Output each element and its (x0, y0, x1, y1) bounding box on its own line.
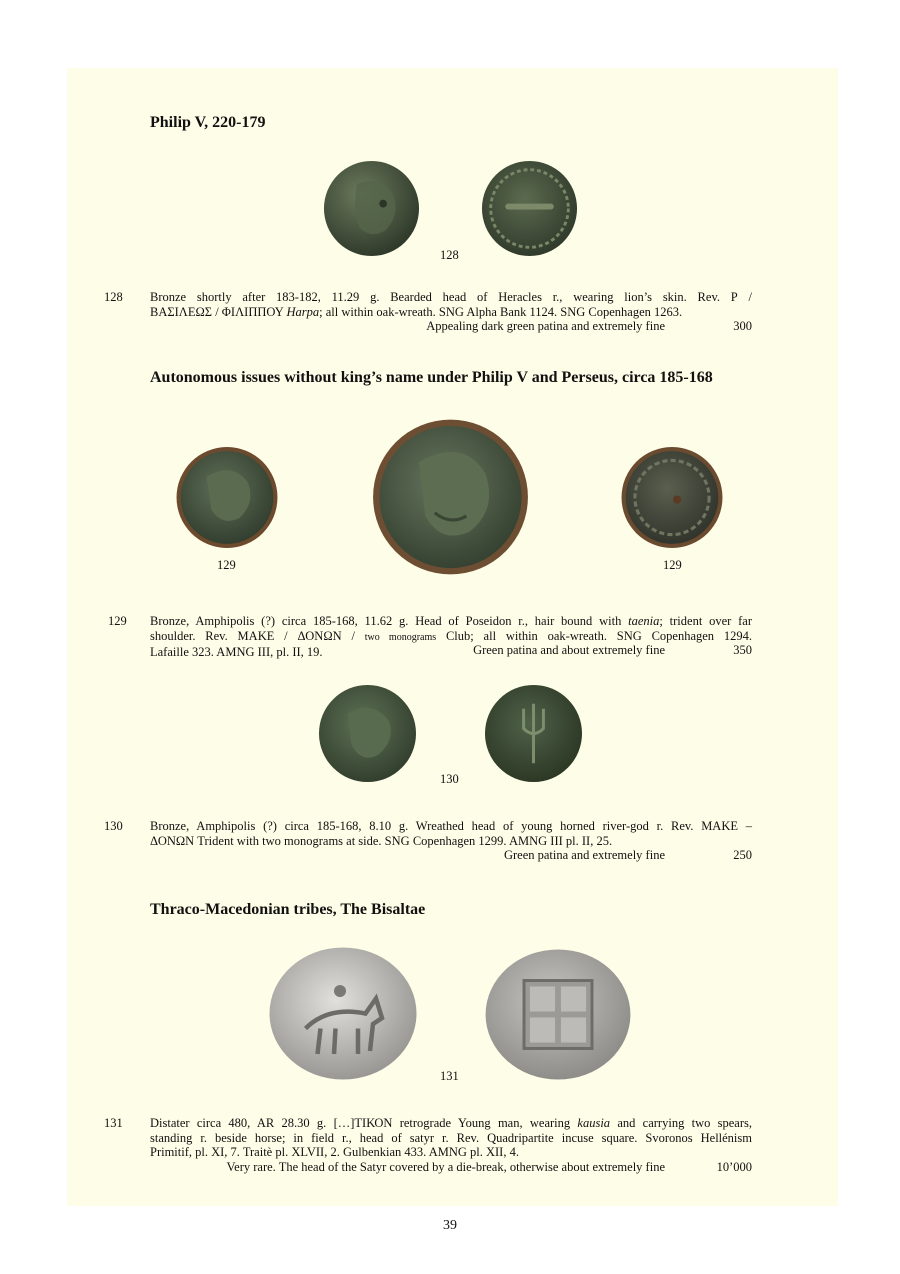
section-title-bisaltae: Thraco-Macedonian tribes, The Bisaltae (150, 901, 426, 918)
lot-131-line-3: Primitif, pl. XI, 7. Traitè pl. XLVII, 2. Gulbenkian 433. AMNG pl. XII, 4. (150, 1145, 519, 1159)
lot-128-description (150, 290, 752, 319)
lot-number-130: 130 (104, 819, 123, 833)
coin-128-reverse-image (481, 160, 578, 257)
lot-130-line-2: ΔΟΝΩΝ Trident with two monograms at side. SNG Copenhagen 1299. AMNG III pl. II, 25. (150, 833, 613, 848)
lot-number-131: 131 (104, 1116, 123, 1130)
lot-129-text: Bronze, Amphipolis (?) circa 185-168, 11.62 g. Head of Poseidon r., hair bound with (150, 614, 629, 628)
caption-129-right: 129 (663, 558, 682, 572)
lot-129-text: shoulder. Rev. MAKE / ΔΟΝΩΝ / (150, 628, 365, 643)
lot-130-description (150, 819, 752, 848)
lot-number-128: 128 (104, 290, 123, 304)
page-number: 39 (443, 1218, 457, 1233)
lot-129-text: ; trident over far (659, 614, 753, 628)
section-title-philip-v: Philip V, 220-179 (150, 114, 266, 131)
coin-131-reverse-image (484, 948, 632, 1081)
lot-131-description (150, 1116, 752, 1160)
coin-129-reverse-image (619, 446, 725, 549)
lot-128-text: ; all within oak-wreath. SNG Alpha Bank 1124. SNG Copenhagen 1263. (319, 304, 683, 319)
lot-130-condition: Green patina and extremely fine (503, 848, 665, 862)
caption-128: 128 (440, 248, 459, 262)
lot-129-small-note: two monograms (364, 631, 437, 643)
lot-131-text: and carrying two spears, (610, 1116, 752, 1130)
lot-129-text: Club; all within oak-wreath. SNG Copenhagen 1294. (436, 628, 752, 643)
lot-128-condition: Appealing dark green patina and extremely fine (426, 319, 665, 333)
lot-131-price: 10’000 (716, 1160, 752, 1174)
lot-131-line-2: standing r. beside horse; in field r., head of satyr r. Rev. Quadripartite incuse square. Svoronos Hellénism (150, 1130, 752, 1145)
coin-131-obverse-image (268, 946, 418, 1081)
lot-128-text: ΒΑΣΙΛΕΩΣ / ΦΙΛΙΠΠΟΥ (150, 304, 287, 319)
lot-131-line-1 (150, 1116, 752, 1131)
caption-130: 130 (440, 772, 459, 786)
lot-130-line-1: Bronze, Amphipolis (?) circa 185-168, 8.10 g. Wreathed head of young horned river-god r. Rev. MAKE – (150, 819, 752, 833)
lot-128-price: 300 (733, 319, 752, 333)
coin-129-obverse-large-image (370, 418, 531, 576)
lot-130-price: 250 (733, 848, 752, 862)
lot-131-text: Distater circa 480, AR 28.30 g. […]ΤΙΚΟΝ retrograde Young man, wearing (150, 1116, 578, 1130)
caption-131: 131 (440, 1069, 459, 1083)
lot-number-129: 129 (108, 614, 127, 628)
coin-130-reverse-image (484, 684, 583, 783)
lot-128-italic-term: Harpa (286, 304, 320, 319)
lot-131-condition: Very rare. The head of the Satyr covered by a die-break, otherwise about extremely fine (226, 1160, 665, 1174)
lot-128-line-2 (150, 305, 752, 320)
caption-129-left: 129 (217, 558, 236, 572)
coin-128-obverse-image (323, 160, 420, 257)
coin-129a-obverse-image (174, 446, 280, 549)
lot-129-condition: Green patina and about extremely fine (473, 643, 665, 657)
section-title-autonomous: Autonomous issues without king’s name under Philip V and Perseus, circa 185-168 (150, 369, 713, 386)
lot-128-line-1: Bronze shortly after 183-182, 11.29 g. Bearded head of Heracles r., wearing lion’s skin. Rev. Ρ / (150, 290, 752, 304)
coin-130-obverse-image (318, 684, 417, 783)
lot-129-price: 350 (733, 643, 752, 657)
lot-129-italic-term: taenia (628, 614, 660, 628)
lot-129-line-1 (150, 614, 752, 629)
lot-131-italic-term: kausia (577, 1116, 611, 1130)
lot-129-line-3: Lafaille 323. AMNG III, pl. II, 19. (150, 645, 323, 659)
